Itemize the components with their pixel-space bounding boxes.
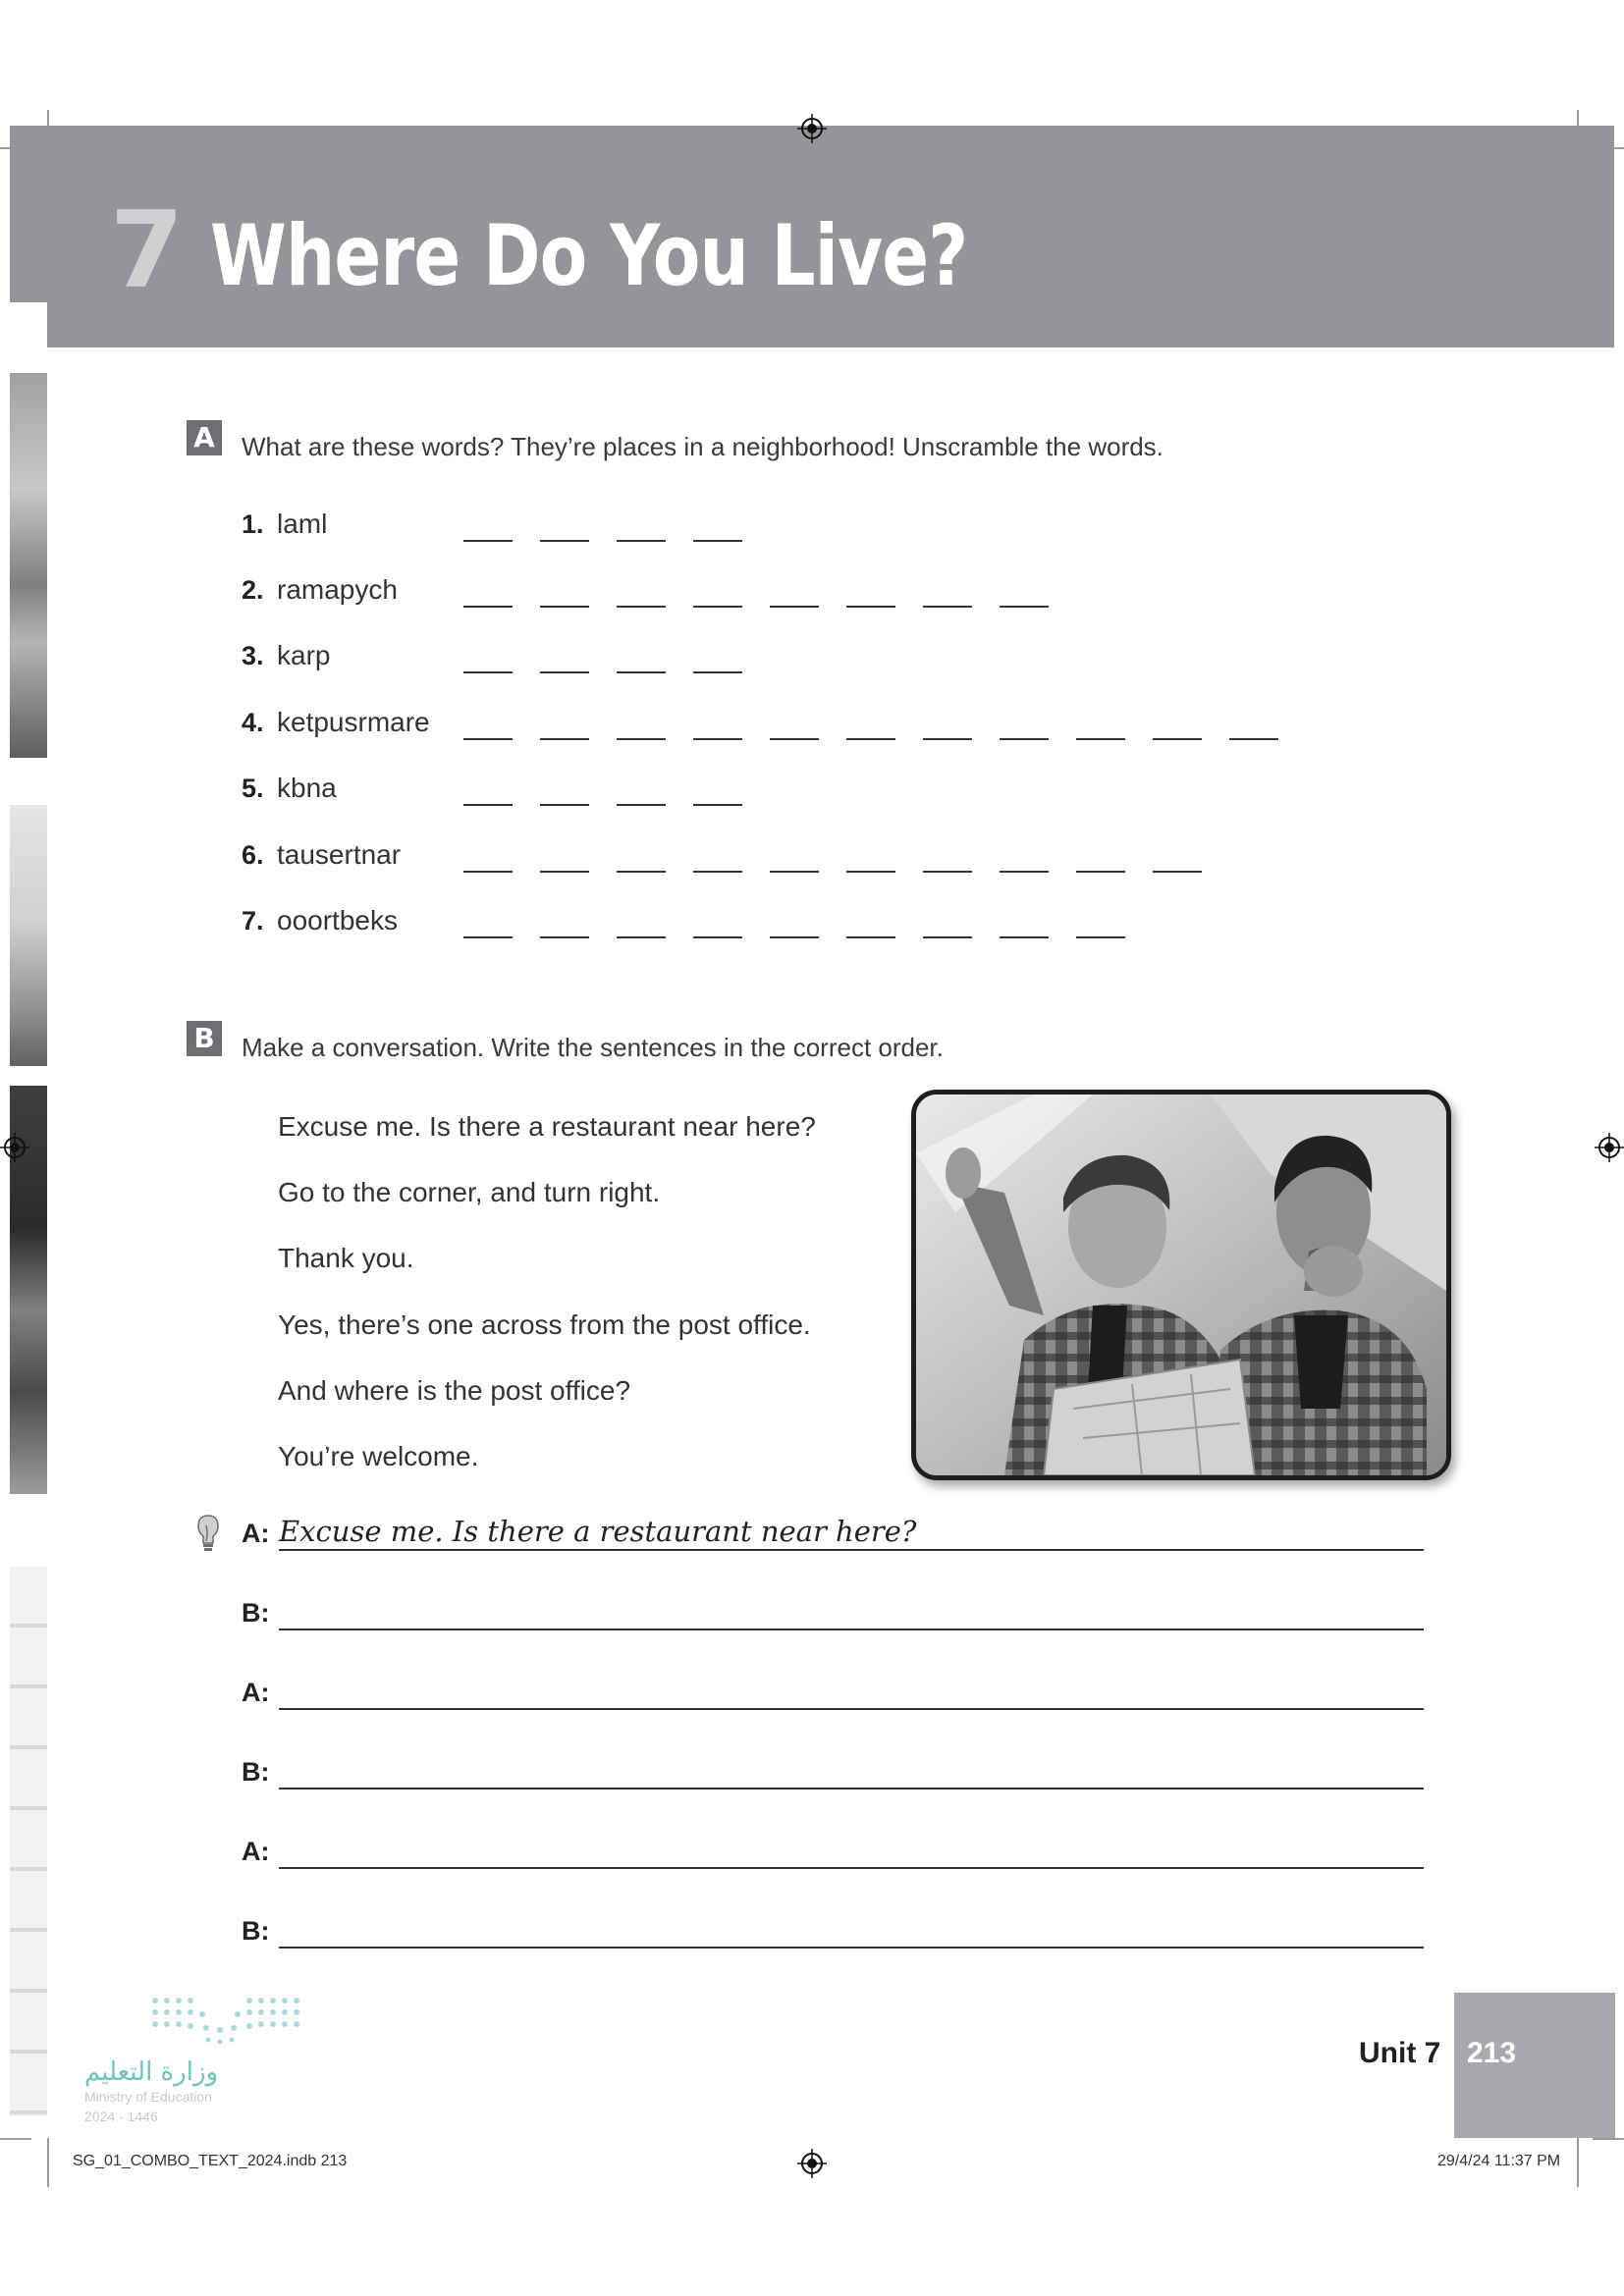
- answer-line: [242, 1752, 1424, 1797]
- letter-blank[interactable]: [540, 671, 589, 673]
- letter-blank[interactable]: [770, 936, 819, 938]
- letter-blank[interactable]: [540, 936, 589, 938]
- registration-mark-icon: [1595, 1133, 1624, 1162]
- speaker-label: B:: [242, 1916, 270, 1946]
- word-number: 5.: [242, 774, 264, 803]
- write-line[interactable]: [279, 1708, 1424, 1710]
- letter-blank[interactable]: [463, 671, 513, 673]
- letter-blank[interactable]: [693, 804, 742, 806]
- letter-blank[interactable]: [770, 871, 819, 873]
- letter-blank[interactable]: [617, 871, 666, 873]
- letter-blank[interactable]: [693, 671, 742, 673]
- letter-blank[interactable]: [1000, 738, 1049, 740]
- speaker-label: B:: [242, 1598, 270, 1628]
- letter-blank[interactable]: [617, 936, 666, 938]
- letter-blank[interactable]: [923, 871, 972, 873]
- section-a-letter: A: [187, 420, 222, 455]
- sentence-option: You’re welcome.: [278, 1441, 479, 1471]
- word-number: 4.: [242, 708, 264, 737]
- letter-blank[interactable]: [540, 871, 589, 873]
- registration-mark-icon: [797, 114, 827, 143]
- letter-blank[interactable]: [617, 671, 666, 673]
- letter-blank[interactable]: [463, 738, 513, 740]
- sentence-option: Yes, there’s one across from the post office.: [278, 1309, 811, 1340]
- unit-label: Unit 7: [1359, 2037, 1441, 2069]
- letter-blank[interactable]: [923, 936, 972, 938]
- write-line[interactable]: [279, 1867, 1424, 1869]
- ministry-name-arabic: وزارة التعليم: [84, 2057, 219, 2087]
- sentence-option: And where is the post office?: [278, 1375, 631, 1406]
- registration-mark-icon: [797, 2149, 827, 2178]
- answer-line: [242, 1514, 1424, 1559]
- sentence-option: Thank you.: [278, 1243, 414, 1273]
- section-a-instruction: What are these words? They’re places in a neighborhood! Unscramble the words.: [242, 432, 1164, 461]
- letter-blank[interactable]: [693, 936, 742, 938]
- letter-blank[interactable]: [540, 606, 589, 608]
- scrambled-word: laml: [277, 508, 328, 539]
- letter-blank[interactable]: [770, 606, 819, 608]
- letter-blank[interactable]: [693, 871, 742, 873]
- word-number: 7.: [242, 906, 264, 935]
- letter-blank[interactable]: [846, 738, 895, 740]
- word-number: 2.: [242, 575, 264, 605]
- page-number: 213: [1467, 2037, 1517, 2069]
- letter-blank[interactable]: [463, 804, 513, 806]
- speaker-label: A:: [242, 1837, 270, 1866]
- crop-mark: [1577, 2138, 1579, 2187]
- letter-blank[interactable]: [463, 871, 513, 873]
- speaker-label: A:: [242, 1678, 270, 1707]
- edge-photo-strip: [10, 1567, 47, 2116]
- crop-mark: [47, 2138, 49, 2187]
- conversation-photo: [911, 1090, 1451, 1480]
- letter-blank[interactable]: [1153, 871, 1202, 873]
- sentence-option: Go to the corner, and turn right.: [278, 1177, 661, 1207]
- ministry-logo-icon: [147, 1993, 300, 2048]
- scrambled-word: karp: [277, 640, 331, 670]
- date-slug: 29/4/24 11:37 PM: [1437, 2153, 1561, 2169]
- unit-number: 7: [110, 189, 183, 312]
- scrambled-word: tausertnar: [277, 839, 402, 870]
- write-line[interactable]: [279, 1788, 1424, 1789]
- letter-blank[interactable]: [540, 540, 589, 542]
- letter-blank[interactable]: [1000, 871, 1049, 873]
- letter-blank[interactable]: [617, 606, 666, 608]
- letter-blank[interactable]: [693, 606, 742, 608]
- letter-blank[interactable]: [1153, 738, 1202, 740]
- scrambled-word: ooortbeks: [277, 905, 398, 935]
- letter-blank[interactable]: [617, 738, 666, 740]
- edge-photo-strip: [10, 373, 47, 758]
- letter-blank[interactable]: [1229, 738, 1278, 740]
- section-b-instruction: Make a conversation. Write the sentences in the correct order.: [242, 1033, 944, 1062]
- crop-mark: [1593, 2138, 1624, 2140]
- example-answer: Excuse me. Is there a restaurant near here?: [279, 1515, 917, 1548]
- word-number: 6.: [242, 840, 264, 870]
- letter-blank[interactable]: [1076, 871, 1125, 873]
- scrambled-word: ketpusrmare: [277, 707, 430, 737]
- ministry-name-english: Ministry of Education: [84, 2089, 212, 2105]
- letter-blank[interactable]: [463, 936, 513, 938]
- letter-blank[interactable]: [540, 804, 589, 806]
- registration-mark-icon: [0, 1133, 29, 1162]
- word-number: 3.: [242, 641, 264, 670]
- letter-blank[interactable]: [693, 738, 742, 740]
- file-slug: SG_01_COMBO_TEXT_2024.indb 213: [73, 2153, 348, 2169]
- write-line[interactable]: [279, 1629, 1424, 1630]
- letter-blank[interactable]: [463, 540, 513, 542]
- section-b-letter: B: [187, 1021, 222, 1056]
- answer-line: [242, 1832, 1424, 1877]
- speaker-label: A:: [242, 1519, 270, 1548]
- letter-blank[interactable]: [1000, 936, 1049, 938]
- letter-blank[interactable]: [923, 738, 972, 740]
- header-notch: [10, 302, 47, 347]
- answer-line: [242, 1911, 1424, 1956]
- word-number: 1.: [242, 509, 264, 539]
- letter-blank[interactable]: [846, 606, 895, 608]
- answer-line: [242, 1673, 1424, 1718]
- letter-blank[interactable]: [1000, 606, 1049, 608]
- edge-photo-strip: [10, 805, 47, 1066]
- letter-blank[interactable]: [693, 540, 742, 542]
- page-title: Where Do You Live?: [210, 207, 968, 305]
- letter-blank[interactable]: [846, 871, 895, 873]
- sentence-option: Excuse me. Is there a restaurant near here?: [278, 1111, 816, 1142]
- lightbulb-icon: [194, 1514, 222, 1553]
- letter-blank[interactable]: [617, 540, 666, 542]
- write-line[interactable]: [279, 1947, 1424, 1949]
- ministry-year: 2024 - 1446: [84, 2109, 158, 2124]
- letter-blank[interactable]: [463, 606, 513, 608]
- letter-blank[interactable]: [617, 804, 666, 806]
- letter-blank[interactable]: [923, 606, 972, 608]
- letter-blank[interactable]: [846, 936, 895, 938]
- crop-mark: [0, 2138, 31, 2140]
- scrambled-word: ramapych: [277, 574, 398, 605]
- letter-blank[interactable]: [540, 738, 589, 740]
- speaker-label: B:: [242, 1757, 270, 1787]
- answer-line: [242, 1593, 1424, 1638]
- letter-blank[interactable]: [1076, 936, 1125, 938]
- letter-blank[interactable]: [1076, 738, 1125, 740]
- letter-blank[interactable]: [770, 738, 819, 740]
- scrambled-word: kbna: [277, 773, 337, 803]
